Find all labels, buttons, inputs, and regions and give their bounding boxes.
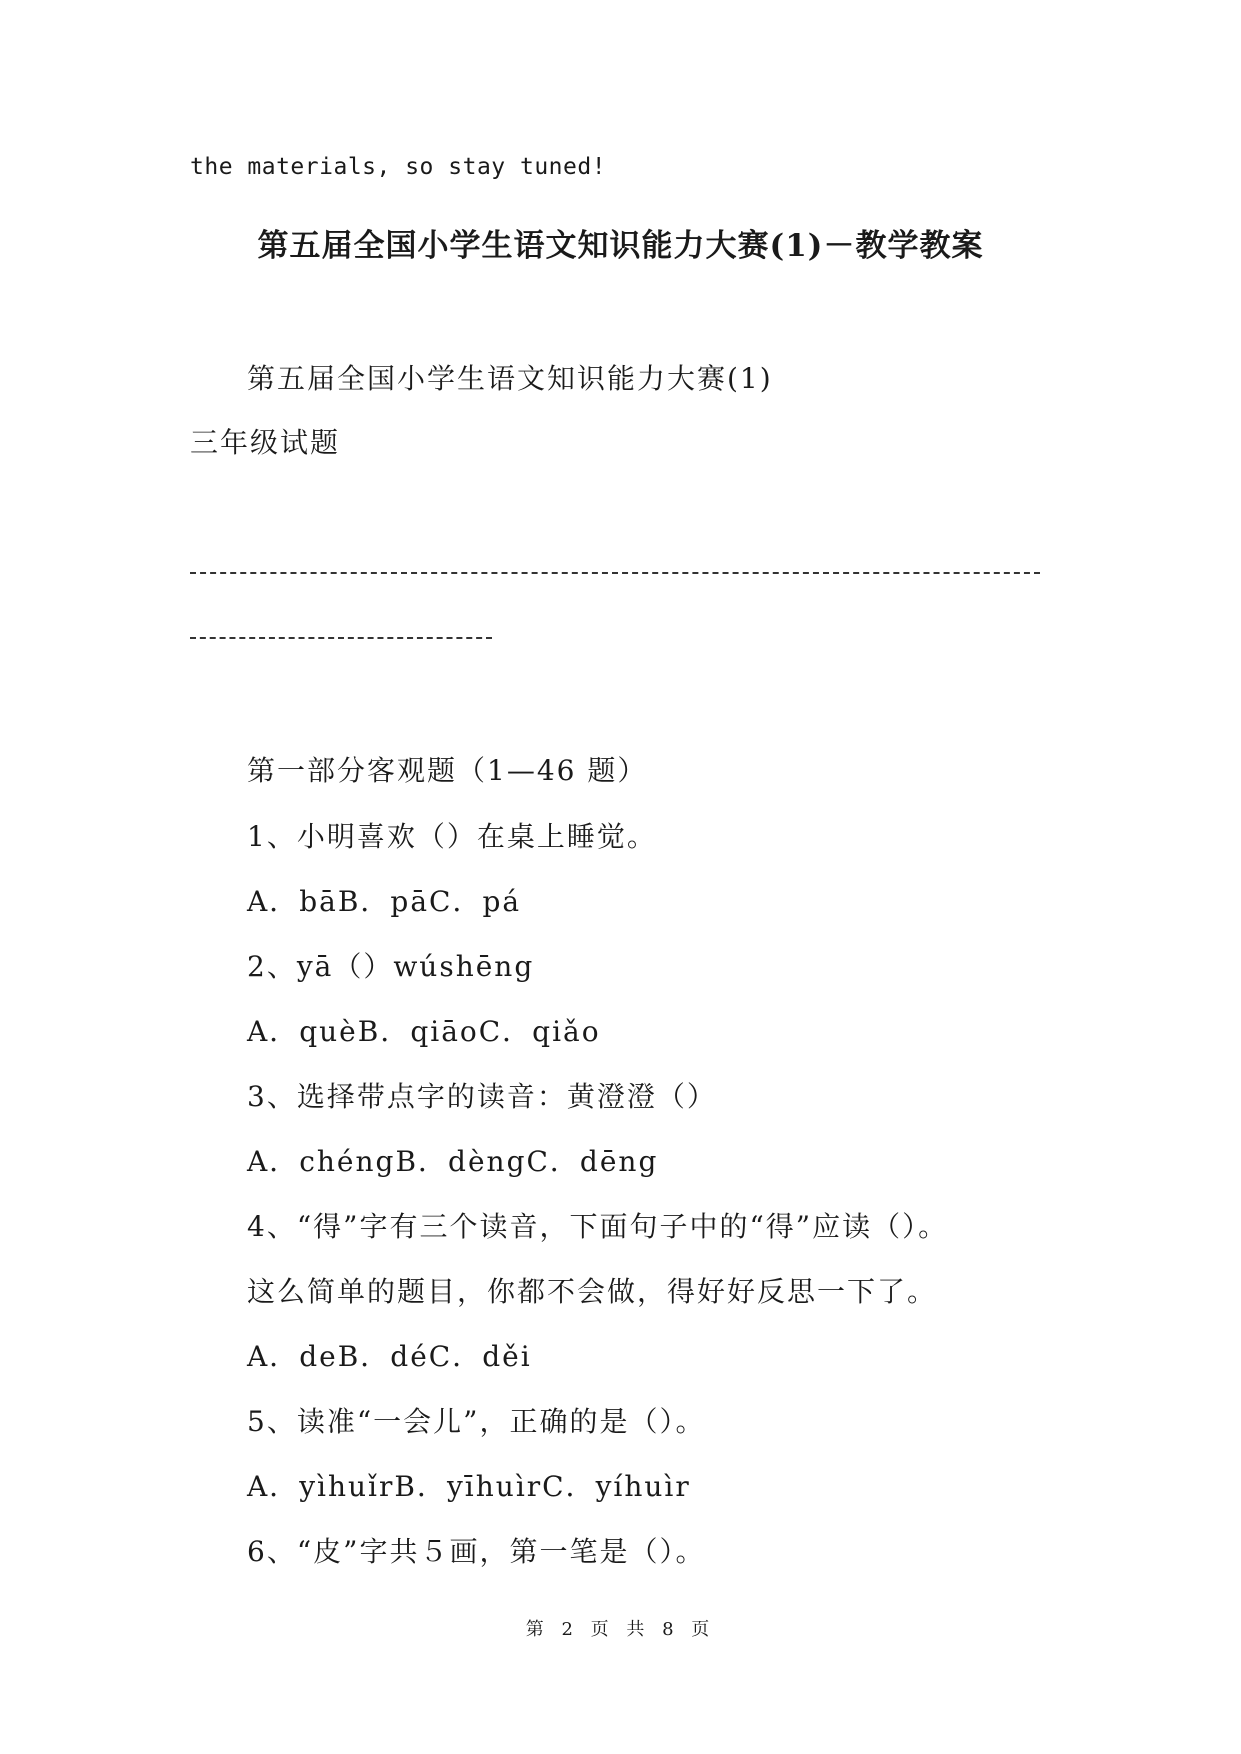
question-5-options: A．yìhuǐrB．yīhuìrC．yíhuìr [247,1470,691,1503]
question-2-stem: 2、yā（）wúshēng [247,950,535,983]
question-1-options: A．bāB．pāC．pá [247,885,522,918]
dashed-divider-2 [190,637,492,639]
subtitle-line-2: 三年级试题 [190,426,341,459]
page-footer: 第 2 页 共 8 页 [525,1619,716,1640]
dashed-divider-1 [190,572,1040,574]
question-3-options: A．chéngB．dèngC．dēng [247,1145,659,1178]
question-1-stem: 1、小明喜欢（）在桌上睡觉。 [247,820,657,853]
intro-text: the materials, so stay tuned! [190,154,607,180]
subtitle-line-1: 第五届全国小学生语文知识能力大赛(1) [247,362,773,395]
question-5-stem: 5、读准“一会儿”，正确的是（）。 [247,1405,706,1438]
question-2-options: A．quèB．qiāoC．qiǎo [247,1015,601,1048]
page-title: 第五届全国小学生语文知识能力大赛(1)－教学教案 [257,228,984,264]
question-4-options: A．deB．déC．děi [247,1340,532,1373]
section-heading: 第一部分客观题（1—46 题） [247,754,648,787]
question-4-sentence: 这么简单的题目，你都不会做，得好好反思一下了。 [247,1275,938,1308]
question-4-stem: 4、“得”字有三个读音，下面句子中的“得”应读（）。 [247,1210,949,1243]
question-6-stem: 6、“皮”字共５画，第一笔是（）。 [247,1535,706,1568]
question-3-stem: 3、选择带点字的读音：黄澄澄（） [247,1080,717,1113]
